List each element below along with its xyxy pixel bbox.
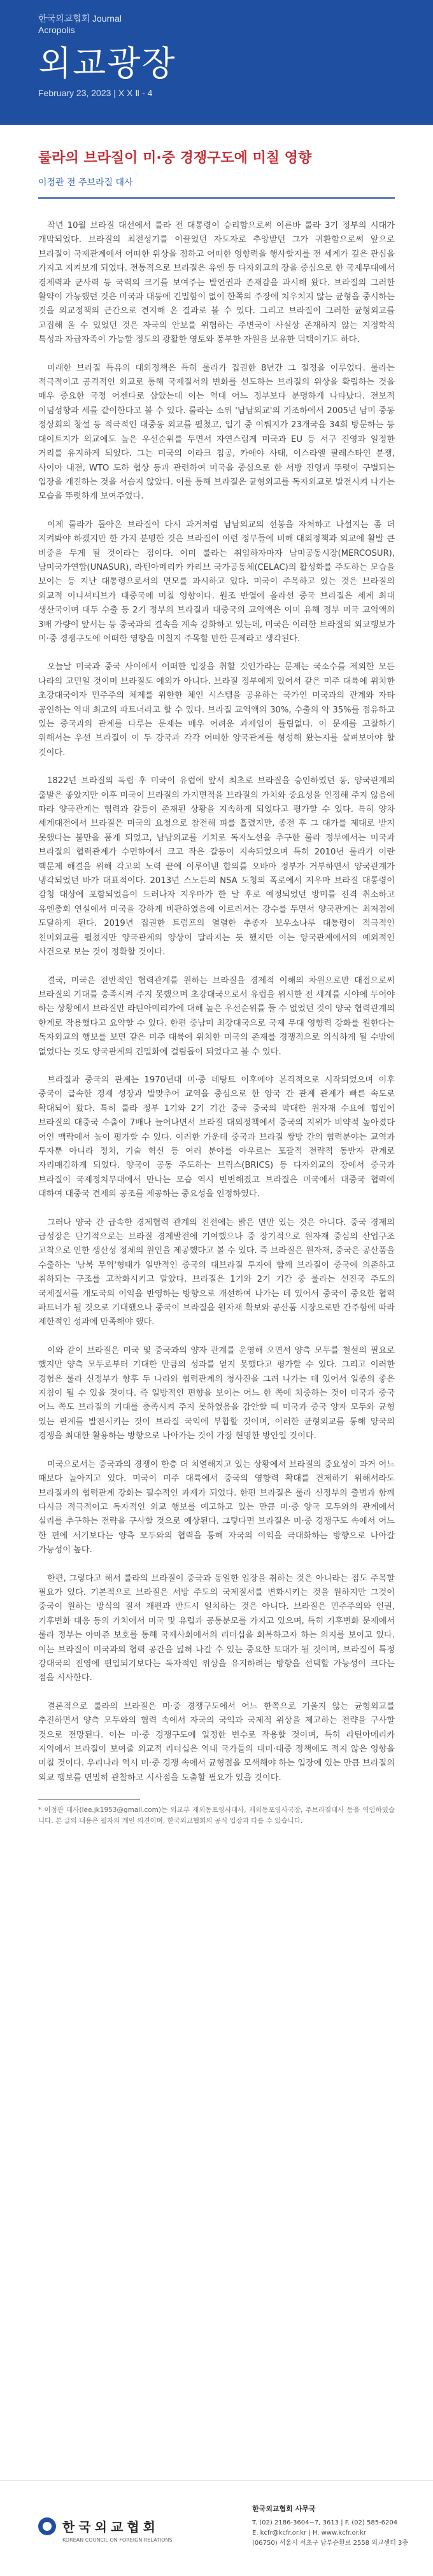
publisher-logo-subtitle: KOREAN COUNCIL ON FOREIGN RELATIONS <box>62 2537 173 2543</box>
footnote-divider <box>38 1799 140 1800</box>
kcfr-emblem-icon <box>38 2517 56 2535</box>
article-title-block <box>0 125 433 199</box>
paragraph: 결론적으로 룰라의 브라질은 미·중 경쟁구도에서 어느 한쪽으로 기울지 않는 균형외교를 추진하면서 양측 모두와의 협력 속에서 자국의 국익과 국제적 위상을 제고하는 전략을 구사할 것으로 전망된다. 이는 미·중 경쟁구도에 일정한 변수로 작용할 것이며, 특히 라틴아메리카 지역에서 브라질이 보여줄 외교적 리더십은 역내 국가들의 대미·대중 정책에도 적지 않은 영향을 미칠 것이다. 우리나라 역시 미·중 경쟁 속에서 균형점을 모색해야 하는 입장에 있는 만큼 브라질의 외교 행보를 면밀히 관찰하고 시사점을 도출할 필요가 있을 것이다. <box>38 1701 395 1783</box>
author-footnote: * 이정관 대사(lee.jk1953@gmail.com)는 외교부 재외동포영사대사, 재외동포영사국장, 주브라질대사 등을 역임하였습니다. 본 글의 내용은 필자의 개인 의견이며, 한국외교협회의 공식 입장과 다를 수 있습니다. <box>38 1806 395 1825</box>
publisher-footer <box>0 2480 433 2576</box>
paragraph: 미국으로서는 중국과의 경쟁이 한층 더 치열해지고 있는 상황에서 브라질의 중요성이 과거 어느 때보다 높아지고 있다. 미국이 미주 대륙에서 중국의 영향력 확대를 견제하기 위해서라도 브라질과의 협력관계 강화는 필수적인 과제가 되었다. 한편 브라질은 룰라 신정부의 출범과 함께 다시금 적극적이고 독자적인 외교 행보를 예고하고 있는 만큼 미·중 양국 모두와의 관계에서 실리를 추구하는 전략을 구사할 것으로 예상된다. 그렇다면 브라질은 미·중 경쟁구도 속에서 어느 한 편에 서기보다는 양측 모두와의 협력을 통해 자국의 이익을 극대화하는 방향으로 나아갈 가능성이 높다. <box>38 1459 395 1555</box>
paragraph: 이제 룰라가 돌아온 브라질이 다시 과거처럼 남남외교의 선봉을 자처하고 나설지는 좀 더 지켜봐야 하겠지만 한 가지 분명한 것은 브라질이 이런 정무들에 비해 대외정책과 외교에 활발 큰 비중을 두게 될 것이라는 점이다. 이미 룰라는 취임하자마자 남미공동시장(MERCOSUR), 남미국가연합(UNASUR), 라틴아메리카 카리브 국가공동체(CELAC)의 활성화를 주도하는 모습을 보이는 등 지난 대통령으로서의 면모를 과시하고 있다. 미국이 주목하고 있는 것은 브라질의 외교적 이니셔티브가 대중국에 미칠 영향이다. 원조 반열에 올라선 중국 브라질은 세계 최대 생산국이며 대두 수출 등 2기 정부의 브라질과 대중국의 교역액은 이미 유해 정부 미국 교역액의 3배 가량이 앞서는 등 중국과의 결속을 계속 강화하고 있는데, 미국은 이러한 브라질의 외교행보가 미·중 경쟁구도에 어떠한 영향을 미칠지 주목할 만한 문제라고 생각된다. <box>38 520 395 644</box>
paragraph: 작년 10월 브라질 대선에서 룰라 전 대통령이 승리함으로써 이른바 룰라 3기 정부의 시대가 개막되었다. 브라질의 최전성기를 이끌었던 자도자로 추앙받던 그가 귀환함으로써 앞으로 브라질이 국제관계에서 어떠한 위상을 점하고 어떠한 영향력을 행사할지를 전 세계가 깊은 관심을 가지고 지켜보게 되었다. 전통적으로 브라질은 유엔 등 다자외교의 장을 중심으로 한 국제무대에서 경제력과 군사력 등 국력의 크기를 보여주는 발언권과 존재감을 과시해 왔다. 브라질의 그러한 활약이 가능했던 것은 미국과 대등에 긴밀함이 없이 한쪽의 주장에 치우치지 않는 균형을 중시하는 것을 외교정책의 근간으로 견지해 온 결과로 볼 수 있다. 그리고 브라질이 그러한 균형외교를 고집해 올 수 있었던 것은 자국의 안보를 위협하는 주변국이 사실상 존재하지 않는 지정학적 특성과 자급자족이 가능할 정도의 광활한 영토와 풍부한 자원을 보유한 덕택이기도 하다. <box>38 221 395 345</box>
paragraph: 한편, 그렇다고 해서 룰라의 브라질이 중국과 동일한 입장을 취하는 것은 아니라는 점도 주목할 필요가 있다. 기본적으로 브라질은 서방 주도의 국제질서를 변화시키는 것을 원하지만 그것이 중국이 원하는 방식의 질서 재편과 반드시 일치하는 것은 아니다. 브라질은 민주주의와 인권, 기후변화 대응 등의 가치에서 미국 및 유럽과 공통분모를 가지고 있으며, 특히 기후변화 문제에서 룰라 정부는 아마존 보호를 통해 국제사회에서의 리더십을 회복하고자 하는 의지를 보이고 있다. 이는 브라질이 미국과의 협력 공간을 넓혀 나갈 수 있는 중요한 토대가 될 것이며, 브라질이 특정 강대국의 진영에 편입되기보다는 독자적인 위상을 유지하려는 방향을 선택할 가능성이 크다는 점을 시사한다. <box>38 1573 395 1683</box>
publisher-contact <box>252 2504 408 2549</box>
article-title: 룰라의 브라질이 미·중 경쟁구도에 미칠 영향 <box>38 150 312 166</box>
brand-title: 외교광장 <box>38 43 176 83</box>
article-author: 이정관 전 주브라질 대사 <box>38 178 133 188</box>
publisher-logo <box>38 2517 159 2535</box>
paragraph: 오늘날 미국과 중국 사이에서 어떠한 입장을 취할 것인가라는 문제는 국소수를 제외한 모든 나라의 고민일 것이며 브라질도 예외가 아니다. 브라질 정부에게 있어서 같은 미주 대륙에 위치한 초강대국이자 민주주의 체제를 위한한 체인 시스템을 공유하는 국가인 미국과의 관계와 자타 공인하는 역대 최고의 파트너라고 할 수 있다. 브라질 교역액의 30%, 수출의 약 35%를 점유하고 있는 중국과의 관계를 다루는 문제는 매우 어려운 과제임이 틀림없다. 이 문제를 고찰하기 위해서는 우선 브라질이 이 두 강국과 각각 어떠한 양국관계를 형성해 왔는지를 살펴보아야 할 것이다. <box>38 662 395 758</box>
paragraph: 1822년 브라질의 독립 후 미국이 유럽에 앞서 최초로 브라질을 승인하였던 동, 양국관계의 출발은 좋았지만 이후 미국이 브라질의 가지면적을 브라질의 가치와 중요성을 인정해 주지 않음에 따라 양국관계는 협력과 갈등이 존재된 상황을 지속하게 되었다고 평가할 수 있다. 특히 양차 세계대전에서 브라질은 미국의 요청으로 참전해 피를 흘렸지만, 종전 후 그 대가를 제대로 받지 못했다는 불만을 품게 되었고, 남남외교를 기치로 독자노선을 추구한 룰라 정부에서는 미국과 브라질의 협력관계가 수면하에서 크고 작은 갈등이 지속되었으며 특히 2010년 룰라가 이란 핵문제 해결을 위해 각고의 노력 끝에 이루어낸 합의를 오바마 정부가 거부하면서 양국관계가 냉각되었던 바가 대표적이다. 2013년 스노든의 NSA 도청의 폭로에서 지우마 브라질 대통령이 감청 대상에 포함되었음이 드러나자 지우마가 한 달 후로 예정되었던 방미를 전격 취소하고 유엔총회 연설에서 미국을 강하게 비판하였음에 이르러서는 강수를 두면서 양국관계는 최저점에 도달하게 된다. 2019년 집권한 트럼프의 열렬한 추종자 보우소나루 대통령이 적극적인 친미외교를 펼쳤지만 양국관계의 양상이 달라지는 듯 했지만 이는 양국관계에서의 예외적인 사건으로 보는 것이 정확할 것이다. <box>38 776 395 958</box>
paragraph: 결국, 미국은 전반적인 협력관계를 원하는 브라질을 경제적 이해의 차원으로만 대접으로써 브라질의 기대를 충족시켜 주지 못했으며 초강대국으로서 유럽을 위시한 전 세계를 시야에 두어야 하는 상황에서 브라질만 라틴아메리카에 대해 높은 우선순위를 둘 수 없었던 것이 양국 협력관계의 한계로 작용했다고 요약할 수 있다. 한편 중남미 최강대국으로 국제 무대 영향력 강화를 원한다는 독자외교의 행보를 보면 같은 미주 대륙에 위치한 미국의 존재를 경쟁적으로 의식하게 될 수밖에 없었다는 것도 양국관계의 긴밀화에 걸림돌이 되었다고 볼 수 있다. <box>38 975 395 1057</box>
publisher-logo-text: 한국외교협회 <box>62 2519 159 2535</box>
contact-phone-fax: T. (02) 2186-3604~7, 3613 | F. (02) 585-6204 <box>252 2519 398 2526</box>
journal-header <box>0 0 433 125</box>
publisher-name: 한국외교협회 사무국 <box>252 2505 316 2513</box>
contact-email-web: E. kcfr@kcfr.or.kr | H. www.kcfr.or.kr <box>252 2530 366 2537</box>
article-body <box>0 199 433 1827</box>
contact-address: (06750) 서울시 서초구 남부순환로 2558 외교센터 3층 <box>252 2540 409 2547</box>
issue-meta: February 23, 2023 | X X Ⅱ - 4 <box>38 88 153 98</box>
paragraph: 그러나 양국 간 급속한 경제협력 관계의 진전에는 밝은 면만 있는 것은 아니다. 중국 경제의 급성장은 단기적으로는 브라질 경제발전에 기여했으나 중 장기적으로 원자재 중심의 산업구조 고착으로 인한 생산성 정체의 원인을 제공했다고 볼 수 있다. 즉 브라질은 원자재, 중국은 공산품을 수출하는 '남북 무역'형태가 일반적인 중국의 대브라질 투자에 합께 브라질이 중국에 의존하고 취하되는 구조를 고착화시키고 말았다. 브라질은 1기와 2기 기간 중 룰라는 선진국 주도의 국제질서를 개도국의 이익을 반영하는 방향으로 개선하여 나가는 데 있어서 중국이 중요한 협력 파트너가 될 것으로 기대했으나 중국이 브라질을 원자재 확보와 공산품 시장으로만 간주함에 따라 제한적인 성과에 만족해야 했다. <box>38 1217 395 1327</box>
journal-name-en: Acropolis <box>38 25 75 35</box>
paragraph: 이와 같이 브라질은 미국 및 중국과의 양자 관계를 운영해 오면서 양측 모두를 철설의 필요로 했지만 양측 모두로부터 기대한 만큼의 성과를 얻지 못했다고 평가할 수 있다. 그리고 이러한 경험은 룰라 신정부가 향후 두 나라와 협력관계의 청사진을 그려 나가는 데 있어서 일종의 좋은 지침이 될 수 있을 것이다. 즉 일방적인 편향을 보이는 어느 한 쪽에 치중하는 것이 미국과 중국 어느 쪽도 브라질의 기대를 충족시켜 주지 못하였음을 감안할 때 미국과 중국 양자 모두와 균형 있는 관계를 발전시키는 것이 브라질 국익에 부합할 것이며, 이러한 균형외교를 통해 양국의 경쟁을 최대한 활용하는 방향으로 나아가는 것이 가장 현명한 방안일 것이다. <box>38 1345 395 1441</box>
journal-name-kr: 한국외교협회 Journal <box>38 13 122 24</box>
paragraph: 브라질과 중국의 관계는 1970년대 미·중 데탕트 이후에야 본격적으로 시작되었으며 이후 중국이 급속한 경제 성장과 발맞추어 교역을 중심으로 한 양국 간 관계 관계가 빠른 속도로 확대되어 왔다. 특히 룰라 정부 1기와 2기 기간 중국 중국의 막대한 원자재 수요에 힘입어 브라질의 대중국 수출이 7배나 늘어나면서 브라질 대외정책에서 중국의 지위가 비약적 높아졌다 어인 맥락에서 높이 평가할 수 있다. 이러한 가운데 중국과 브라질 쌍방 간의 협력분야는 교역과 투자뿐 아니라 정치, 기술 혁신 등 여러 분야를 아우르는 포괄적 전략적 동반자 관계로 자리매김하게 되었다. 양국이 공동 주도하는 브릭스(BRICS) 등 다자외교의 장에서 중국과 브라질이 국제정치무대에서 만나는 모습 역시 빈번해졌고 브라질은 미국에서 대중국 협력에 대하여 대중국 견제의 공조를 제공하는 중요성을 인정하였다. <box>38 1075 395 1200</box>
paragraph: 미래한 브라질 특유의 대외정책은 특히 룰라가 집권한 8년간 그 절정을 이루었다. 룰라는 적극적이고 공격적인 외교로 통해 국제질서의 변화를 선도하는 브라질의 위상을 확립하는 것을 매우 중요한 국정 어젠다로 삼았는데 이는 역대 어느 정부보다 분명하게 나타났다. 전보적 이념성향과 세를 같이한다고 볼 수 있다. 룰라는 소위 '남남외교'의 기조하에서 2005년 남미 중동 정상회의 창설 등 적극적인 대중동 외교를 펼쳤고, 입기 중 이뤄지가 23개국을 34회 방문하는 등 대이트지가 외교에도 높은 우선순위를 두면서 자연스럽게 미국과 EU 등 서구 진영과 일정한 거리를 유지하게 되었다. 그는 미국의 이라크 침공, 카에야 사태, 이스라엘 팔레스타인 분쟁, 사이아 내전, WTO 도하 협상 등과 관련하여 미국을 중심으로 한 서방 진영과 뚜렷이 구별되는 입장을 개진하는 것을 서슴지 않았다. 이를 통해 브라질은 균형외교를 독자외교로 발전시켜 나가는 모습을 뚜렷하게 보여주었다. <box>38 363 395 502</box>
